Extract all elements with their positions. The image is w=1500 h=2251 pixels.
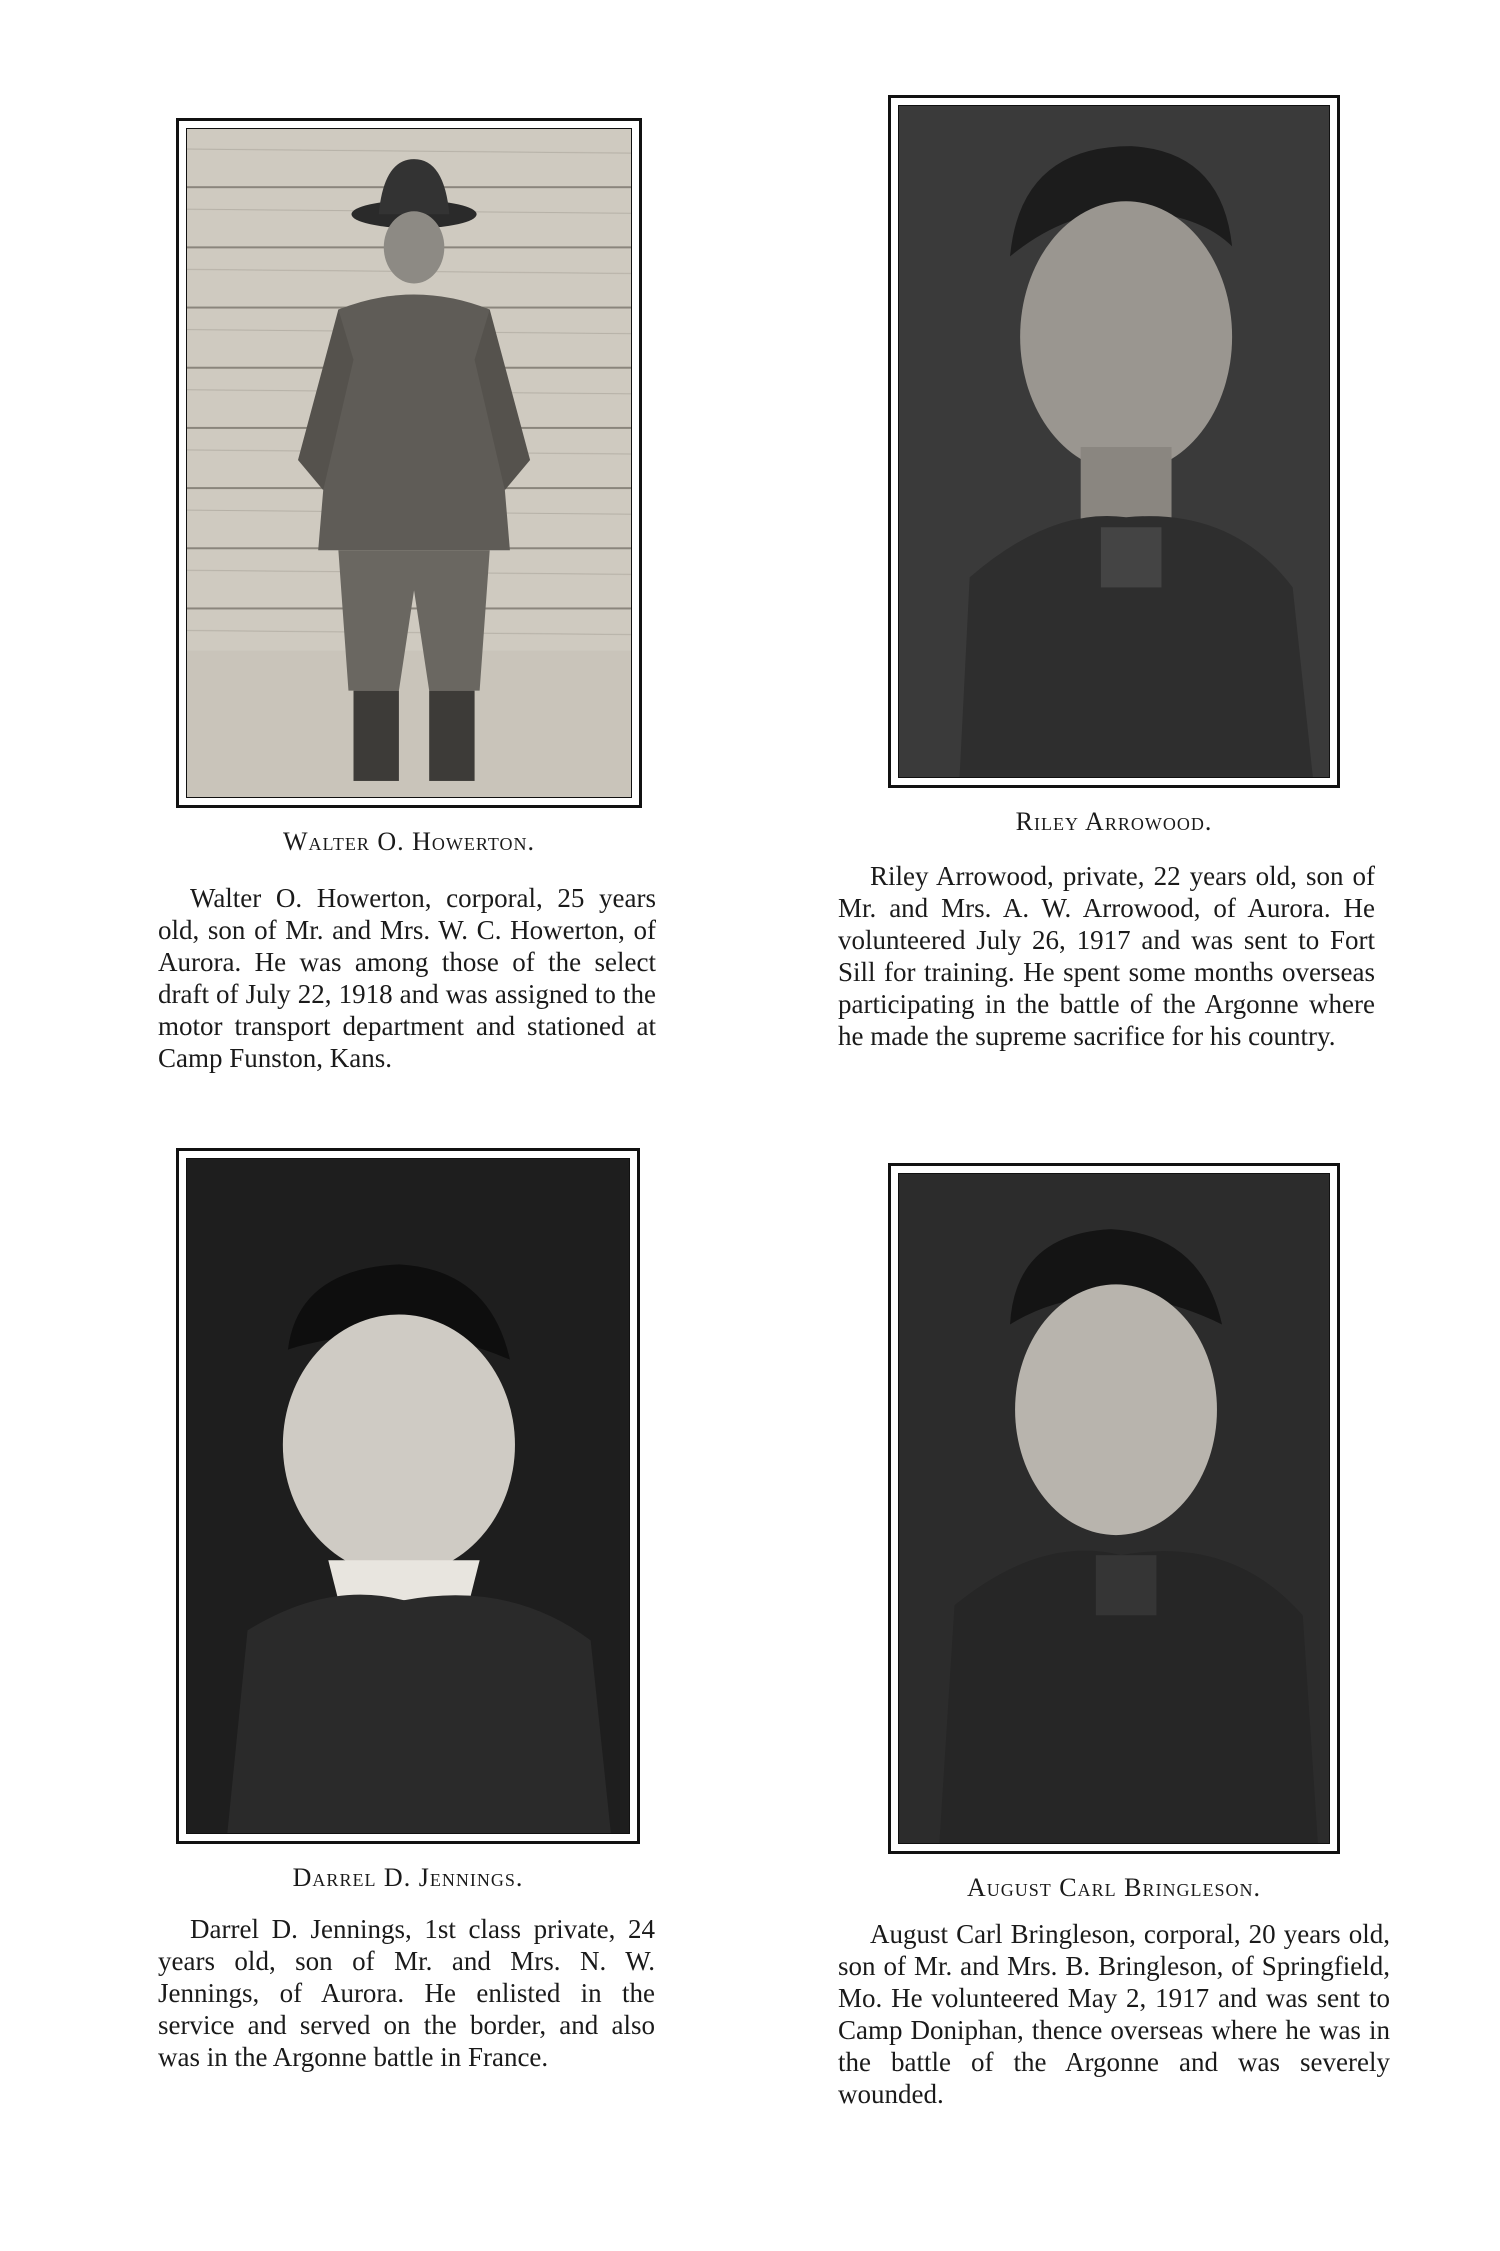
portrait-standing-soldier — [187, 129, 631, 797]
name-caption-darrel-jennings: Darrel D. Jennings. — [292, 1863, 524, 1892]
bio-text-darrel-jennings: Darrel D. Jennings, 1st class private, 24 years old, son of Mr. and Mrs. N. W. Jennings, of Aurora. He enlisted in the service and served on the border, and also was in the Argonne battle in France. — [158, 1914, 655, 2072]
bio-darrel-jennings — [158, 1913, 655, 2073]
name-caption-august-bringleson: August Carl Bringleson. — [967, 1873, 1261, 1902]
photo-riley-arrowood — [888, 95, 1340, 788]
photo-walter-howerton — [176, 118, 642, 808]
bio-text-riley-arrowood: Riley Arrowood, private, 22 years old, son of Mr. and Mrs. A. W. Arrowood, of Aurora. He volunteered July 26, 1917 and was sent to Fort Sill for training. He spent some months overseas participating in the battle of the Argonne where he made the supreme sacrifice for his country. — [838, 861, 1375, 1051]
name-caption-riley-arrowood: Riley Arrowood. — [1015, 807, 1213, 836]
photo-august-bringleson — [888, 1163, 1340, 1854]
bio-text-august-bringleson: August Carl Bringleson, corporal, 20 years old, son of Mr. and Mrs. B. Bringleson, of Springfield, Mo. He volunteered May 2, 1917 and was sent to Camp Doniphan, thence overseas where he was in the battle of the Argonne and was severely wounded. — [838, 1919, 1390, 2109]
photo-darrel-jennings — [176, 1148, 640, 1844]
portrait-august-bringleson — [899, 1174, 1329, 1843]
bio-riley-arrowood — [838, 860, 1375, 1052]
bio-text-walter-howerton: Walter O. Howerton, corporal, 25 years old, son of Mr. and Mrs. W. C. Howerton, of Aurora. He was among those of the select draft of July 22, 1918 and was assigned to the motor transport department and stationed at Camp Funston, Kans. — [158, 883, 656, 1073]
portrait-darrel-jennings — [187, 1159, 629, 1833]
name-caption-walter-howerton: Walter O. Howerton. — [282, 827, 535, 856]
portrait-riley-arrowood — [899, 106, 1329, 777]
bio-august-bringleson — [838, 1918, 1390, 2110]
bio-walter-howerton — [158, 882, 656, 1074]
